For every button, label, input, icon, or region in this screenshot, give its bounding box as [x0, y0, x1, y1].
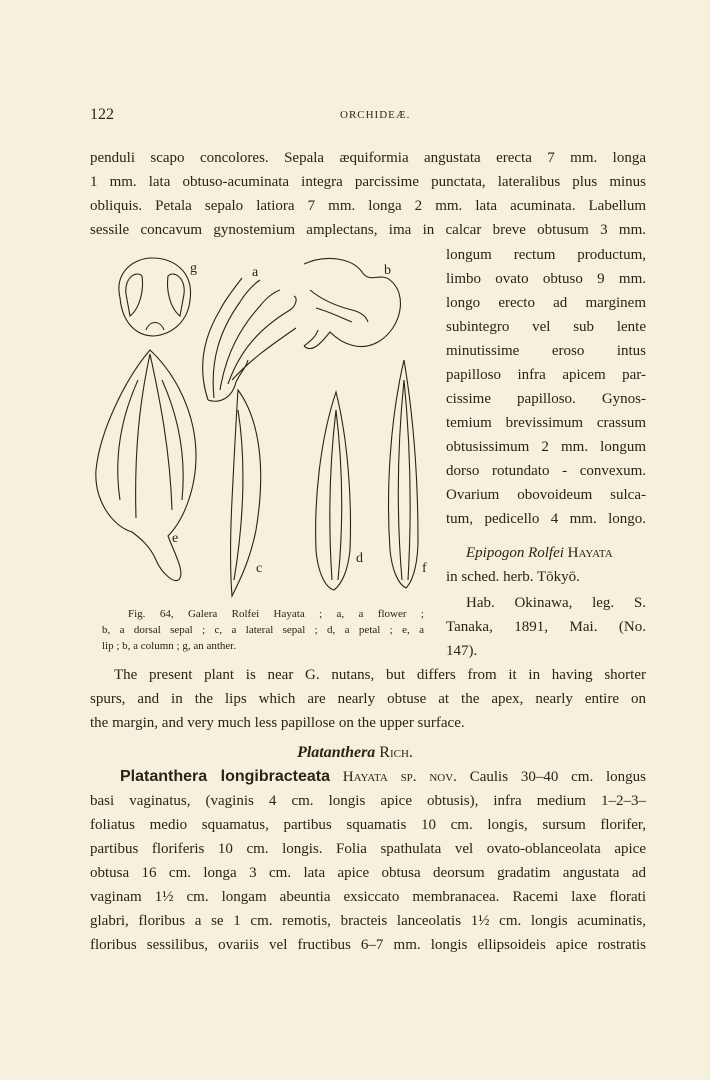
figure-caption-line: lip ; b, a column ; g, an anther. — [102, 640, 237, 652]
flower-drawing — [203, 278, 296, 401]
dorsal-sepal-drawing — [389, 360, 418, 588]
right-column-line: minutissime eroso intus — [446, 343, 646, 359]
text-line: partibus floriferis 10 cm. longis. Folia spathulata vel ovato-oblanceolata apice — [90, 841, 646, 857]
text-line: The present plant is near G. nutans, but differs from it in having shorter — [114, 667, 646, 683]
running-title: ORCHIDEÆ. — [340, 109, 411, 121]
text-line: glabri, floribus a se 1 cm. remotis, bracteis lanceolatis 1½ cm. longis acuminatis, — [90, 913, 646, 929]
text-line: the margin, and very much less papillose on the upper surface. — [90, 715, 465, 731]
text-line: foliatus medio squamatus, partibus squamatis 10 cm. longis, sursum florifer, — [90, 817, 646, 833]
right-column-line: obtusissimum 2 mm. longum — [446, 439, 646, 455]
genus-heading — [0, 744, 710, 762]
text-line: floribus sessilibus, ovariis vel fructibus 6–7 mm. longis ellipsoideis apice rostratis — [90, 937, 646, 953]
synonym-name: Epipogon Rolfei — [466, 545, 564, 561]
figure-caption-line: Fig. 64, Galera Rolfei Hayata ; a, a flower ; — [128, 608, 424, 620]
genus-author: Rich. — [379, 744, 413, 761]
label-e: e — [172, 531, 179, 546]
text-line: spurs, and in the lips which are nearly obtuse at the apex, nearly entire on — [90, 691, 646, 707]
right-column-line: longo erecto ad marginem — [446, 295, 646, 311]
page-number: 122 — [90, 106, 114, 123]
right-column-line: dorso rotundato - convexum. — [446, 463, 646, 479]
species-author: Hayata sp. nov. — [342, 769, 457, 785]
right-column-line: temium brevissimum crassum — [446, 415, 646, 431]
text-line: obliquis. Petala sepalo latiora 7 mm. longa 2 mm. lata acuminata. Labellum — [90, 198, 646, 214]
text-line: 1 mm. lata obtuso-acuminata integra parcissime punctata, lateralibus plus minus — [90, 174, 646, 190]
text-line: sessile concavum gynostemium amplectans, ima in calcar breve obtusum 3 mm. — [90, 222, 646, 238]
anther-drawing — [119, 258, 191, 336]
text-line: basi vaginatus, (vaginis 4 cm. longis apice obtusis), infra medium 1–2–3– — [90, 793, 646, 809]
figure-caption-line: b, a dorsal sepal ; c, a lateral sepal ; d, a petal ; e, a — [102, 624, 424, 636]
petal-drawing — [316, 392, 351, 590]
habitat-line: 147). — [446, 643, 478, 659]
species-description-start: Caulis 30–40 cm. longus — [469, 769, 646, 785]
synonym-herbarium: in sched. herb. Tōkyō. — [446, 569, 580, 585]
species-name: Platanthera longibracteata — [120, 768, 330, 785]
habitat-line: Tanaka, 1891, Mai. (No. — [446, 619, 646, 635]
synonym-line — [466, 542, 646, 564]
botanical-figure — [90, 250, 435, 605]
synonym-author: Hayata — [567, 545, 613, 561]
right-column-line: subintegro vel sub lente — [446, 319, 646, 335]
right-column-line: longum rectum productum, — [446, 247, 646, 263]
label-f: f — [422, 561, 427, 576]
text-line: penduli scapo concolores. Sepala æquiformia angustata erecta 7 mm. longa — [90, 150, 646, 166]
right-column-line: tum, pedicello 4 mm. longo. — [446, 511, 646, 527]
right-column-line: limbo ovato obtuso 9 mm. — [446, 271, 646, 287]
genus-name: Platanthera — [297, 744, 376, 761]
label-a: a — [252, 265, 259, 280]
text-line: vaginam 1½ cm. longam abeuntia exsiccato membranacea. Racemi laxe florati — [90, 889, 646, 905]
label-g: g — [190, 261, 197, 276]
right-column-line: papilloso infra apicem par- — [446, 367, 646, 383]
text-line: obtusa 16 cm. longa 3 cm. lata apice obtusa deorsum gradatim angustata ad — [90, 865, 646, 881]
habitat-line: Hab. Okinawa, leg. S. — [466, 595, 646, 611]
lip-drawing — [96, 350, 196, 581]
label-d: d — [356, 551, 363, 566]
label-b: b — [384, 263, 391, 278]
label-c: c — [256, 561, 263, 576]
page-header — [90, 106, 650, 126]
right-column-line: Ovarium obovoideum sulca- — [446, 487, 646, 503]
right-column-line: cissime papilloso. Gynos- — [446, 391, 646, 407]
species-first-line — [120, 766, 646, 788]
